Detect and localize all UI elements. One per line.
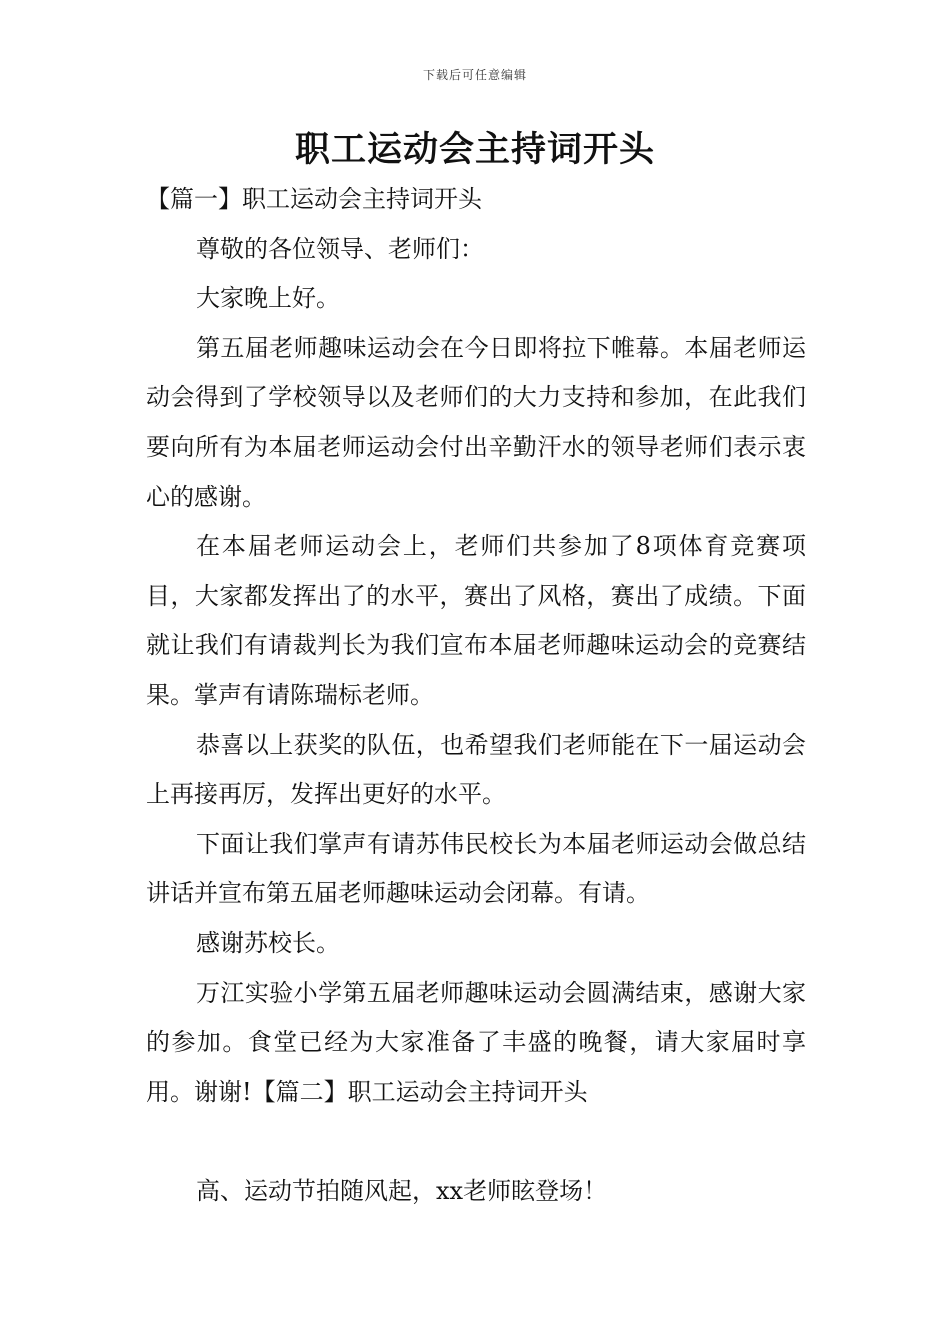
paragraph-closing-announcement: 第五届老师趣味运动会在今日即将拉下帷幕。本届老师运动会得到了学校领导以及老师们的大力支持和参加，在此我们要向所有为本届老师运动会付出辛勤汗水的领导老师们表示衷心的感谢。 [146, 333, 806, 511]
section-heading: 【篇一】职工运动会主持词开头 [146, 185, 482, 213]
paragraph-competition-results: 在本届老师运动会上，老师们共参加了8项体育竞赛项目，大家都发挥出了的水平，赛出了风格，赛出了成绩。下面就让我们有请裁判长为我们宣布本届老师趣味运动会的竞赛结果。掌声有请陈瑞标老师。 [146, 532, 806, 709]
blank-line [146, 1117, 806, 1167]
paragraph-good-evening: 大家晚上好。 [196, 284, 340, 313]
header-note: 下载后可任意编辑 [422, 68, 527, 82]
document-body [146, 175, 806, 1216]
paragraph-principal-speech: 下面让我们掌声有请苏伟民校长为本届老师运动会做总结讲话并宣布第五届老师趣味运动会闭幕。有请。 [146, 829, 806, 908]
paragraph-thanks: 感谢苏校长。 [196, 928, 340, 957]
paragraph-opening-line: 高、运动节拍随风起，xx老师眩登场！ [196, 1176, 608, 1205]
paragraph-congratulations: 恭喜以上获奖的队伍，也希望我们老师能在下一届运动会上再接再厉，发挥出更好的水平。 [146, 730, 806, 809]
paragraph-conclusion: 万江实验小学第五届老师趣味运动会圆满结束，感谢大家的参加。食堂已经为大家准备了丰盛的晚餐，请大家届时享用。谢谢!【篇二】职工运动会主持词开头 [146, 978, 806, 1106]
document-title: 职工运动会主持词开头 [294, 130, 655, 170]
paragraph-greeting: 尊敬的各位领导、老师们： [196, 234, 484, 263]
